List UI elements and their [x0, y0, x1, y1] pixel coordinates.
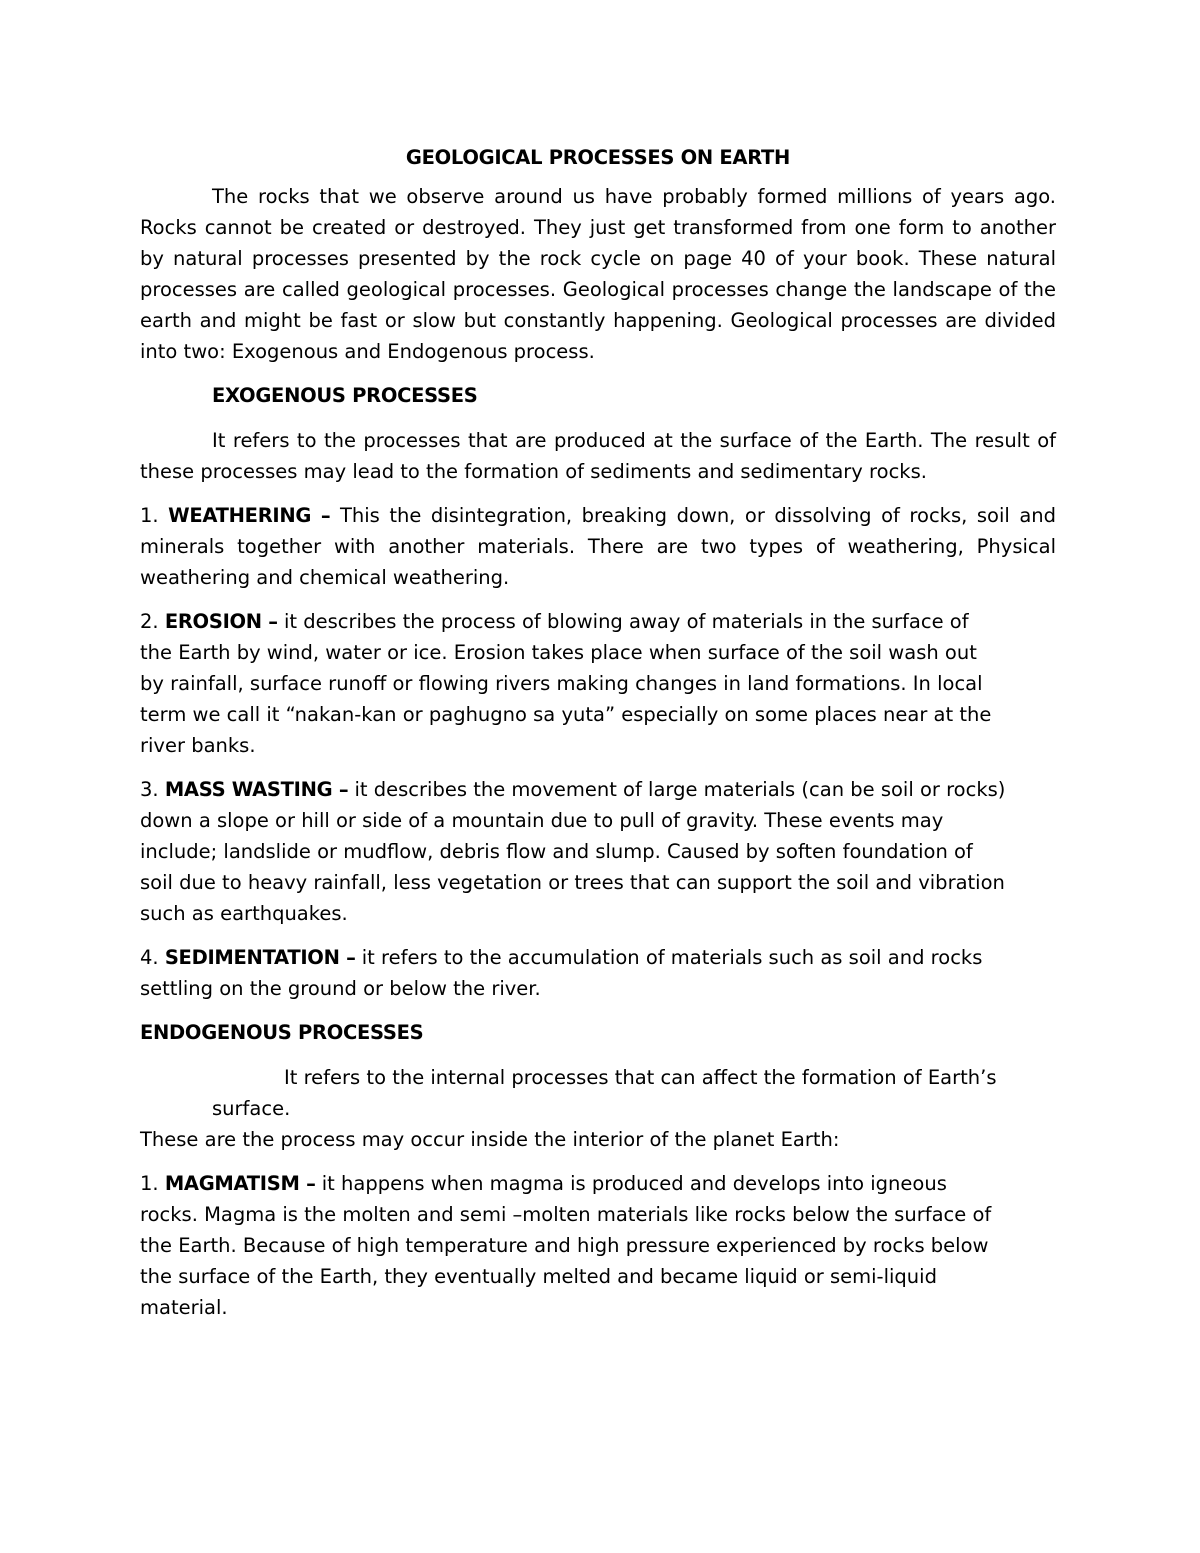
item-text: it describes the process of blowing away of materials in the surface of — [283, 610, 969, 633]
item-line — [140, 942, 1056, 973]
endogenous-heading: ENDOGENOUS PROCESSES — [140, 1021, 424, 1044]
item-line: down a slope or hill or side of a mountain due to pull of gravity. These events may — [140, 809, 944, 832]
item-number: 4. — [140, 946, 159, 969]
item-line — [140, 606, 1056, 637]
description-line: It refers to the internal processes that can affect the formation of Earth’s surface. — [212, 1066, 997, 1120]
item-line: the surface of the Earth, they eventually melted and became liquid or semi-liquid — [140, 1265, 937, 1288]
exogenous-description: It refers to the processes that are produced at the surface of the Earth. The result of these processes may lead to the formation of sediments and sedimentary rocks. — [140, 429, 1056, 483]
item-number: 2. — [140, 610, 159, 633]
item-number: 1. — [140, 504, 159, 527]
item-line: the Earth by wind, water or ice. Erosion takes place when surface of the soil wash out — [140, 641, 977, 664]
exogenous-item-mass-wasting — [140, 774, 1056, 929]
item-line: term we call it “nakan-kan or paghugno sa yuta” especially on some places near at the — [140, 703, 992, 726]
exogenous-item-weathering — [140, 500, 1056, 593]
item-line — [140, 774, 1056, 805]
document-page — [140, 140, 1056, 1336]
item-line: settling on the ground or below the river. — [140, 977, 541, 1000]
exogenous-item-sedimentation — [140, 942, 1056, 1004]
item-line: soil due to heavy rainfall, less vegetation or trees that can support the soil and vibration — [140, 871, 1005, 894]
item-text: This the disintegration, breaking down, or dissolving of rocks, soil and minerals together with another materials. There are two types of weathering, Physical weathering and chemical weathering. — [140, 504, 1057, 589]
item-term: SEDIMENTATION – — [164, 946, 356, 969]
item-term: WEATHERING – — [168, 504, 331, 527]
item-line: rocks. Magma is the molten and semi –molten materials like rocks below the surface of — [140, 1203, 992, 1226]
item-text: it refers to the accumulation of materials such as soil and rocks — [361, 946, 983, 969]
item-text: it happens when magma is produced and develops into igneous — [321, 1172, 947, 1195]
intro-paragraph: The rocks that we observe around us have probably formed millions of years ago. Rocks cannot be created or destroyed. They just get transformed from one form to another by natural processes presented by the rock cycle on page 40 of your book. These natural processes are called geological processes. Geological processes change the landscape of the earth and might be fast or slow but constantly happening. Geological processes are divided into two: Exogenous and Endogenous process. — [140, 185, 1056, 363]
endogenous-description — [140, 1062, 1056, 1155]
endogenous-item-magmatism — [140, 1168, 1056, 1323]
item-term: EROSION – — [164, 610, 278, 633]
item-line: the Earth. Because of high temperature and high pressure experienced by rocks below — [140, 1234, 989, 1257]
item-line: include; landslide or mudflow, debris flow and slump. Caused by soften foundation of — [140, 840, 973, 863]
item-line — [140, 1168, 1056, 1199]
item-line: by rainfall, surface runoff or flowing rivers making changes in land formations. In local — [140, 672, 983, 695]
item-number: 3. — [140, 778, 159, 801]
item-line: river banks. — [140, 734, 256, 757]
page-title: GEOLOGICAL PROCESSES ON EARTH — [405, 146, 791, 169]
item-term: MAGMATISM – — [164, 1172, 316, 1195]
item-text: it describes the movement of large materials (can be soil or rocks) — [354, 778, 1006, 801]
item-number: 1. — [140, 1172, 159, 1195]
item-line: such as earthquakes. — [140, 902, 348, 925]
description-line: These are the process may occur inside the interior of the planet Earth: — [140, 1128, 840, 1151]
exogenous-item-erosion — [140, 606, 1056, 761]
item-line: material. — [140, 1296, 228, 1319]
exogenous-heading: EXOGENOUS PROCESSES — [212, 384, 478, 407]
item-term: MASS WASTING – — [164, 778, 349, 801]
